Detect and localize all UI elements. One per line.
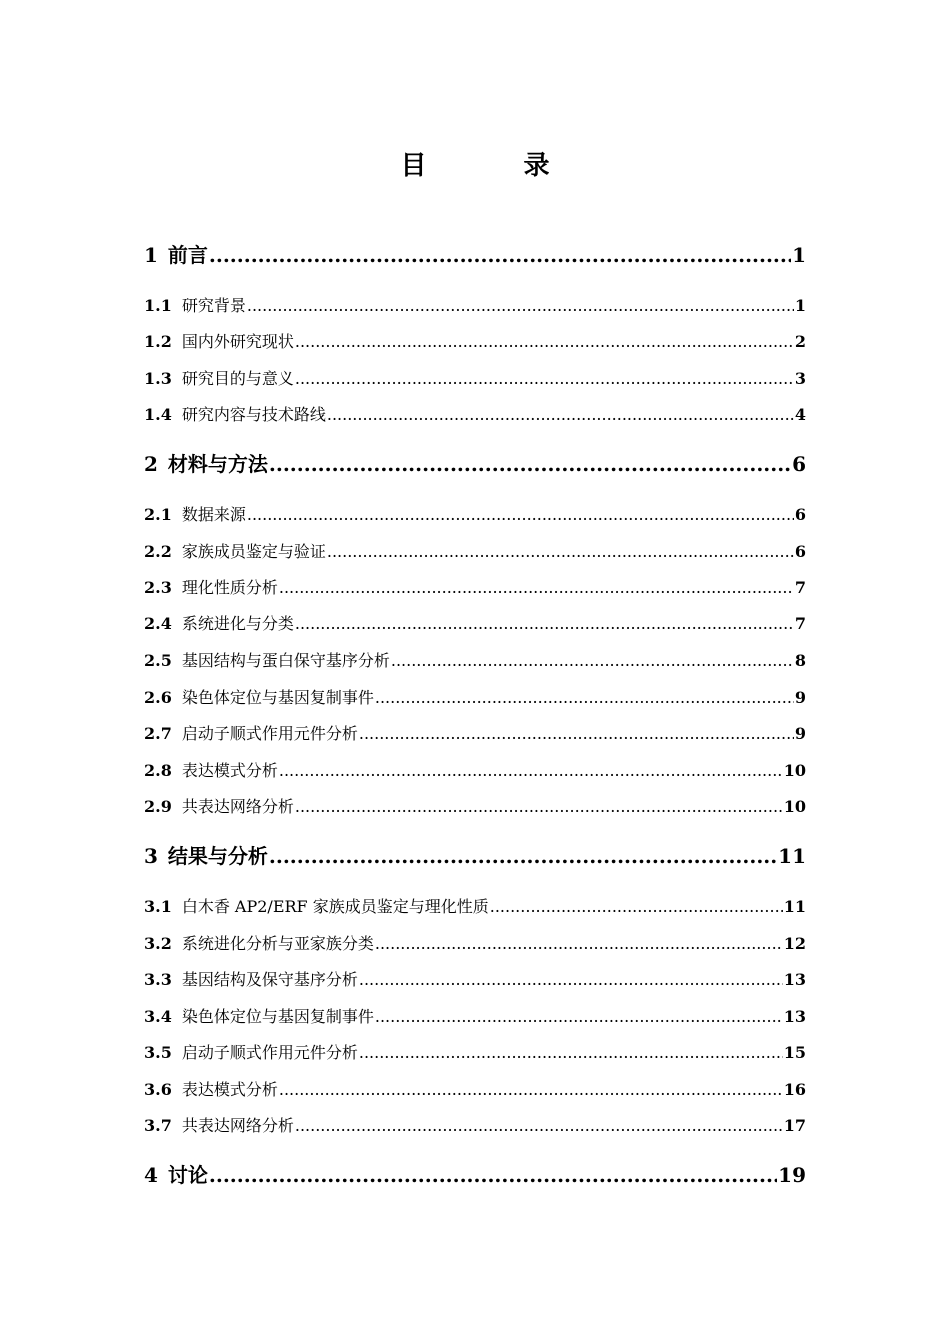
toc-dot-leader xyxy=(391,649,794,673)
toc-dot-leader xyxy=(295,1114,783,1138)
toc-page-number: 1 xyxy=(792,243,806,267)
toc-dot-leader xyxy=(209,240,791,270)
toc-dot-leader xyxy=(209,1160,777,1190)
toc-page-number: 10 xyxy=(783,797,806,816)
toc-section-entry[interactable] xyxy=(144,895,806,919)
toc-page-number: 3 xyxy=(794,369,806,388)
toc-section-entry[interactable] xyxy=(144,932,806,956)
toc-dot-leader xyxy=(375,1005,783,1029)
toc-entry-title: 数据来源 xyxy=(181,505,246,524)
toc-section-entry[interactable] xyxy=(144,612,806,636)
toc-entry-number: 1 xyxy=(144,243,158,267)
toc-entry-number: 3.3 xyxy=(144,970,172,989)
toc-page-number: 2 xyxy=(794,332,806,351)
toc-entry-number: 1.4 xyxy=(144,405,172,424)
toc-dot-leader xyxy=(327,540,794,564)
toc-entry-number: 2.2 xyxy=(144,542,172,561)
toc-page-number: 11 xyxy=(778,844,806,868)
toc-section-entry[interactable] xyxy=(144,403,806,427)
toc-entry-number: 3.1 xyxy=(144,897,172,916)
toc-page-number: 7 xyxy=(794,614,806,633)
toc-entry-title: 基因结构与蛋白保守基序分析 xyxy=(181,651,390,670)
toc-section-entry[interactable] xyxy=(144,722,806,746)
toc-page-number: 16 xyxy=(783,1080,806,1099)
toc-dot-leader xyxy=(490,895,783,919)
toc-dot-leader xyxy=(279,576,794,600)
toc-entry-number: 4 xyxy=(144,1163,158,1187)
toc-dot-leader xyxy=(359,722,794,746)
toc-entry-number: 1.2 xyxy=(144,332,172,351)
toc-page-number: 6 xyxy=(794,505,806,524)
toc-entry-title: 染色体定位与基因复制事件 xyxy=(181,688,374,707)
toc-entry-number: 1.1 xyxy=(144,296,172,315)
toc-page-number: 12 xyxy=(783,934,806,953)
toc-entry-number: 2 xyxy=(144,452,158,476)
toc-entry-title: 结果与分析 xyxy=(167,844,268,868)
toc-page-number: 17 xyxy=(783,1116,806,1135)
toc-section-entry[interactable] xyxy=(144,503,806,527)
toc-entry-number: 2.4 xyxy=(144,614,172,633)
toc-entry-number: 3.2 xyxy=(144,934,172,953)
toc-page-number: 19 xyxy=(778,1163,806,1187)
toc-entry-number: 3.5 xyxy=(144,1043,172,1062)
toc-entry-title: 基因结构及保守基序分析 xyxy=(181,970,358,989)
toc-entry-number: 2.3 xyxy=(144,578,172,597)
toc-entry-title: 启动子顺式作用元件分析 xyxy=(181,1043,358,1062)
toc-entry-title: 研究背景 xyxy=(181,296,246,315)
toc-section-entry[interactable] xyxy=(144,367,806,391)
toc-entry-number: 2.8 xyxy=(144,761,172,780)
toc-entry-number: 3 xyxy=(144,844,158,868)
toc-entry-title: 前言 xyxy=(167,243,208,267)
toc-entry-title: 研究目的与意义 xyxy=(181,369,294,388)
toc-page-number: 9 xyxy=(794,724,806,743)
toc-section-entry[interactable] xyxy=(144,330,806,354)
toc-entry-title: 染色体定位与基因复制事件 xyxy=(181,1007,374,1026)
toc-entry-title: 表达模式分析 xyxy=(181,761,278,780)
toc-entry-title: 材料与方法 xyxy=(167,452,268,476)
toc-entry-title: 家族成员鉴定与验证 xyxy=(181,542,326,561)
toc-chapter-entry[interactable] xyxy=(144,1160,806,1190)
toc-dot-leader xyxy=(327,403,794,427)
toc-section-entry[interactable] xyxy=(144,1114,806,1138)
toc-entry-number: 2.5 xyxy=(144,651,172,670)
toc-chapter-entry[interactable] xyxy=(144,449,806,479)
toc-section-entry[interactable] xyxy=(144,1041,806,1065)
toc-entry-number: 3.7 xyxy=(144,1116,172,1135)
toc-dot-leader xyxy=(295,612,794,636)
toc-title: 目 录 xyxy=(400,151,594,181)
toc-entry-number: 1.3 xyxy=(144,369,172,388)
toc-entry-number: 2.9 xyxy=(144,797,172,816)
toc-page-number: 13 xyxy=(783,1007,806,1026)
toc-section-entry[interactable] xyxy=(144,686,806,710)
toc-section-entry[interactable] xyxy=(144,795,806,819)
toc-section-entry[interactable] xyxy=(144,576,806,600)
toc-chapter-entry[interactable] xyxy=(144,841,806,871)
toc-dot-leader xyxy=(279,1078,783,1102)
toc-entry-title: 表达模式分析 xyxy=(181,1080,278,1099)
toc-entry-title: 讨论 xyxy=(167,1163,208,1187)
toc-entry-number: 3.4 xyxy=(144,1007,172,1026)
toc-page-number: 4 xyxy=(794,405,806,424)
toc-entry-title: 共表达网络分析 xyxy=(181,1116,294,1135)
toc-page-number: 7 xyxy=(794,578,806,597)
toc-page-number: 8 xyxy=(794,651,806,670)
toc-section-entry[interactable] xyxy=(144,759,806,783)
toc-entry-title: 启动子顺式作用元件分析 xyxy=(181,724,358,743)
toc-entry-title: 白木香 AP2/ERF 家族成员鉴定与理化性质 xyxy=(181,897,489,916)
toc-section-entry[interactable] xyxy=(144,1078,806,1102)
toc-dot-leader xyxy=(375,686,794,710)
toc-entry-number: 2.7 xyxy=(144,724,172,743)
toc-section-entry[interactable] xyxy=(144,649,806,673)
toc-entry-title: 系统进化分析与亚家族分类 xyxy=(181,934,374,953)
toc-dot-leader xyxy=(279,759,783,783)
toc-entry-title: 国内外研究现状 xyxy=(181,332,294,351)
toc-section-entry[interactable] xyxy=(144,294,806,318)
toc-page-number: 13 xyxy=(783,970,806,989)
toc-dot-leader xyxy=(295,367,794,391)
toc-page-number: 11 xyxy=(783,897,806,916)
toc-entry-title: 研究内容与技术路线 xyxy=(181,405,326,424)
toc-dot-leader xyxy=(247,503,794,527)
toc-page-number: 6 xyxy=(792,452,806,476)
toc-entry-number: 2.1 xyxy=(144,505,172,524)
toc-entry-number: 2.6 xyxy=(144,688,172,707)
toc-section-entry[interactable] xyxy=(144,1005,806,1029)
toc-dot-leader xyxy=(247,294,794,318)
toc-entry-title: 共表达网络分析 xyxy=(181,797,294,816)
toc-page-number: 10 xyxy=(783,761,806,780)
toc-entry-title: 系统进化与分类 xyxy=(181,614,294,633)
toc-dot-leader xyxy=(359,968,783,992)
toc-entry-title: 理化性质分析 xyxy=(181,578,278,597)
toc-dot-leader xyxy=(359,1041,783,1065)
toc-chapter-entry[interactable] xyxy=(144,240,806,270)
toc-dot-leader xyxy=(269,449,791,479)
toc-page-number: 6 xyxy=(794,542,806,561)
toc-page-number: 1 xyxy=(794,296,806,315)
toc-dot-leader xyxy=(295,795,783,819)
toc-dot-leader xyxy=(375,932,783,956)
toc-section-entry[interactable] xyxy=(144,540,806,564)
toc-section-entry[interactable] xyxy=(144,968,806,992)
toc-page-number: 15 xyxy=(783,1043,806,1062)
toc-entry-number: 3.6 xyxy=(144,1080,172,1099)
toc-dot-leader xyxy=(269,841,777,871)
toc-dot-leader xyxy=(295,330,794,354)
toc-page-number: 9 xyxy=(794,688,806,707)
